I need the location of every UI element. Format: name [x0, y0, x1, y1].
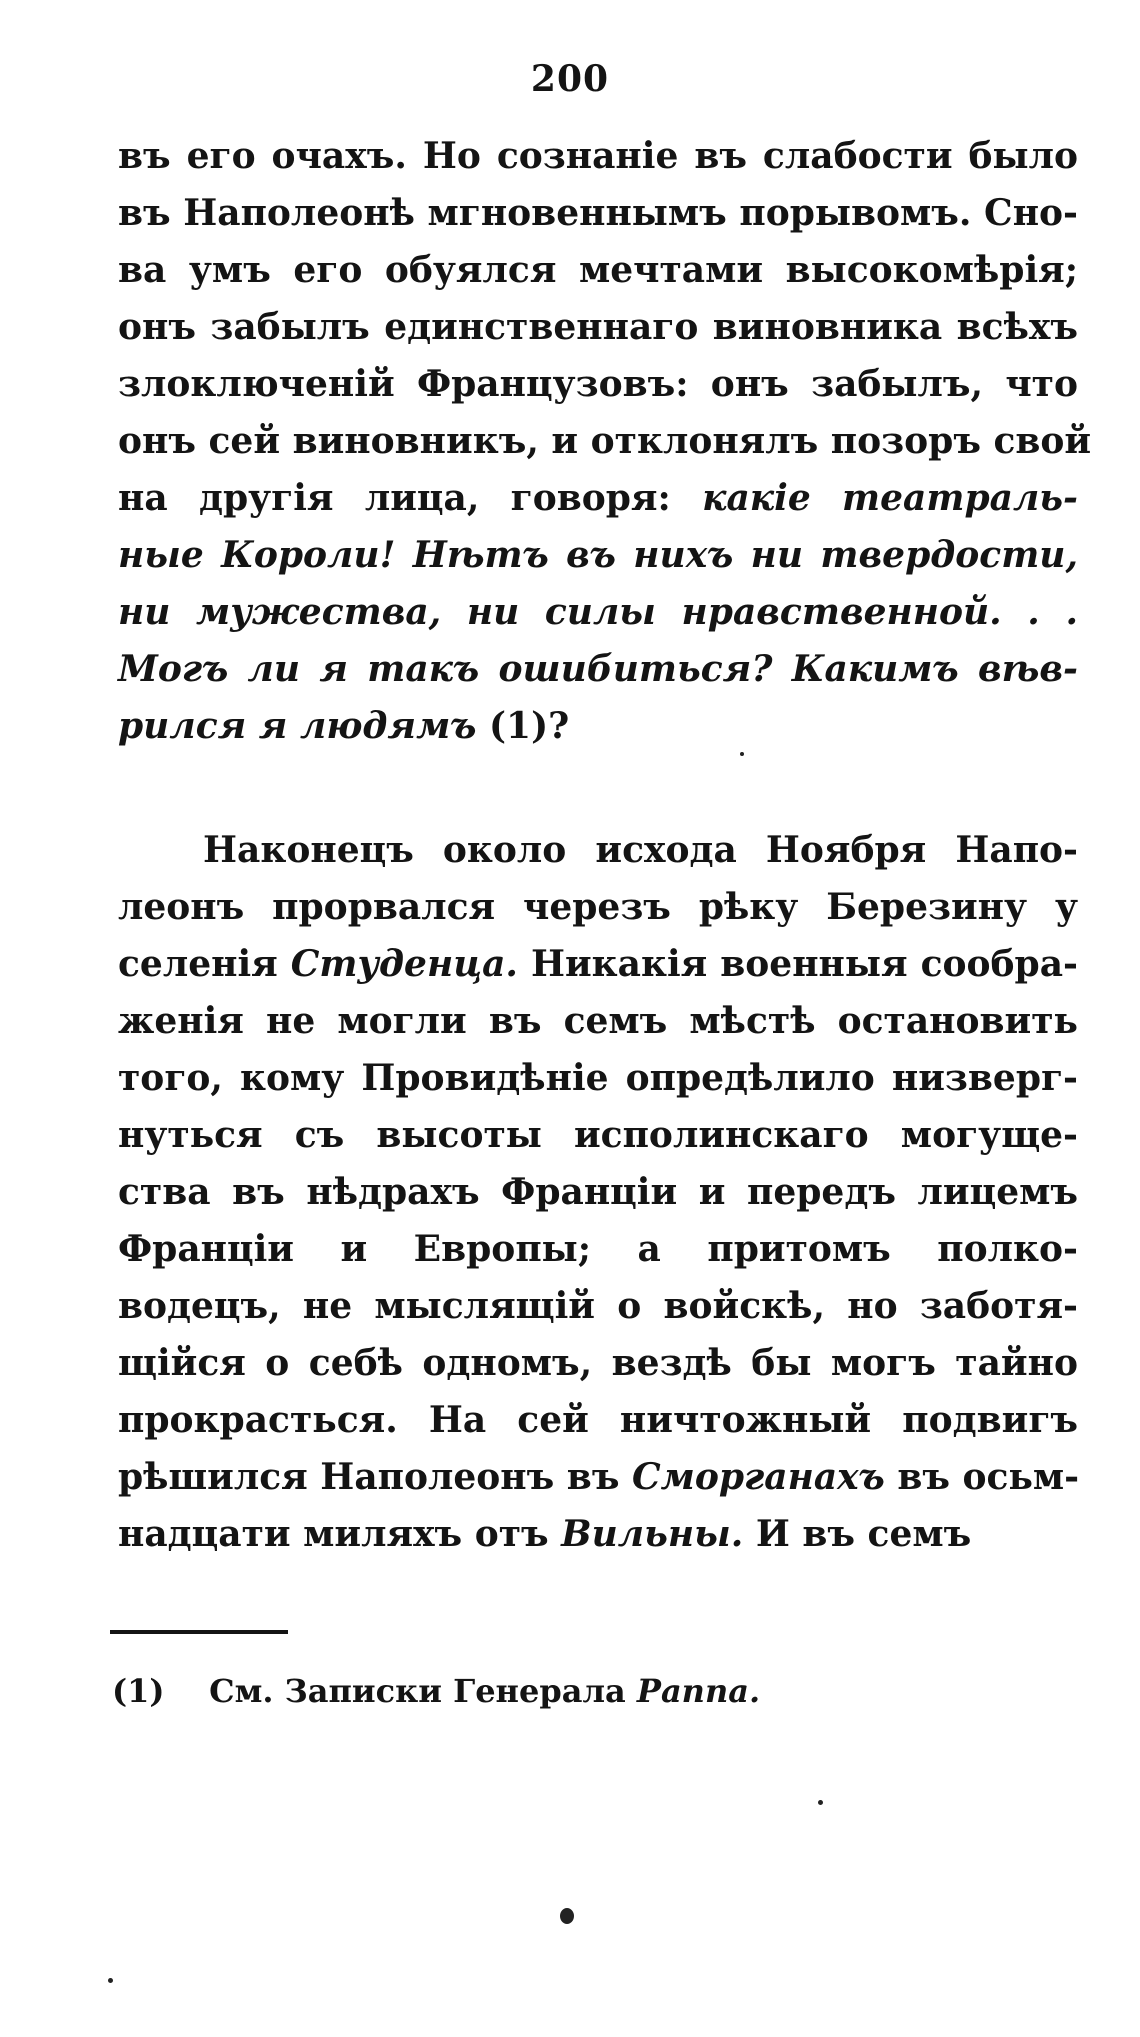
text-line — [118, 641, 1078, 698]
text-line — [118, 1506, 1078, 1563]
text-segment: И въ семъ — [743, 1513, 972, 1555]
text-segment: Наконецъ около исхода Ноября Напо- — [203, 829, 1078, 871]
text-line — [118, 1278, 1078, 1335]
paragraph-1 — [118, 128, 1092, 755]
text-segment: Франціи и Европы; а притомъ полко- — [118, 1228, 1078, 1270]
footnote-marker: (1) — [112, 1672, 165, 1710]
text-segment: ства въ нѣдрахъ Франціи и передъ лицемъ — [118, 1171, 1078, 1213]
page-number: 200 — [530, 58, 610, 100]
italic-text: ни мужества, ни силы нравственной. . . — [118, 591, 1078, 633]
text-line — [118, 698, 1078, 755]
text-segment: женія не могли въ семъ мѣстѣ остановить — [118, 1000, 1078, 1042]
ink-speck — [560, 1908, 574, 1924]
text-line — [118, 185, 1078, 242]
text-line — [118, 1221, 1078, 1278]
text-segment: селенія — [118, 943, 291, 985]
text-line — [118, 1392, 1078, 1449]
text-segment: прокрасться. На сей ничтожный подвигъ — [118, 1399, 1078, 1441]
italic-text: какіе театраль- — [702, 477, 1078, 519]
text-line — [118, 128, 1078, 185]
text-segment: надцати миляхъ отъ — [118, 1513, 562, 1555]
text-segment: злоключеній Французовъ: онъ забылъ, что — [118, 363, 1078, 405]
italic-text: Вильны. — [561, 1513, 744, 1555]
text-line — [118, 993, 1078, 1050]
paragraph-2 — [118, 822, 1078, 1563]
footnote-divider — [110, 1630, 288, 1634]
italic-text: Сморганахъ — [631, 1456, 885, 1498]
italic-text: Студенца. — [290, 943, 518, 985]
text-segment: на другія лица, говоря: — [118, 477, 703, 519]
text-line — [118, 356, 1078, 413]
text-segment: леонъ прорвался черезъ рѣку Березину у — [118, 886, 1078, 928]
text-segment: въ его очахъ. Но сознаніе въ слабости было — [118, 135, 1078, 177]
text-line — [118, 527, 1078, 584]
text-line — [118, 413, 1092, 470]
text-line — [118, 1449, 1078, 1506]
text-segment: рѣшился Наполеонъ въ — [118, 1456, 632, 1498]
italic-text: Могъ ли я такъ ошибиться? Какимъ вѣв- — [118, 648, 1078, 690]
text-segment: водецъ, не мыслящій о войскѣ, но заботя- — [118, 1285, 1078, 1327]
text-segment: въ Наполеонѣ мгновеннымъ порывомъ. Сно- — [118, 192, 1078, 234]
text-line — [118, 242, 1078, 299]
text-segment: ва умъ его обуялся мечтами высокомѣрія; — [118, 249, 1078, 291]
text-segment: нуться съ высоты исполинскаго могуще- — [118, 1114, 1078, 1156]
text-segment: Никакія военныя сообра- — [517, 943, 1078, 985]
ink-speck — [818, 1800, 823, 1805]
italic-text: ные Короли! Нѣтъ въ нихъ ни твердости, — [118, 534, 1078, 576]
ink-speck — [740, 752, 744, 756]
text-segment: (1)? — [476, 705, 570, 747]
text-line — [118, 1107, 1078, 1164]
text-line — [118, 1050, 1078, 1107]
text-line — [118, 936, 1078, 993]
text-line — [118, 299, 1078, 356]
ink-speck — [108, 1978, 113, 1983]
text-segment: онъ сей виновникъ, и отклонялъ позоръ свой — [118, 420, 1092, 462]
text-segment: онъ забылъ единственнаго виновника всѣхъ — [118, 306, 1078, 348]
text-line — [118, 1164, 1078, 1221]
text-line — [118, 879, 1078, 936]
text-line — [118, 470, 1078, 527]
text-segment: того, кому Провидѣніе опредѣлило низверг- — [118, 1057, 1078, 1099]
footnote-text: См. Записки Генерала — [209, 1672, 637, 1710]
text-line — [118, 584, 1078, 641]
footnote-name: Раппа. — [636, 1672, 761, 1710]
italic-text: рился я людямъ — [118, 705, 477, 747]
text-segment: щійся о себѣ одномъ, вездѣ бы могъ тайно — [118, 1342, 1078, 1384]
text-line — [118, 1335, 1078, 1392]
text-line — [118, 822, 1078, 879]
footnote — [112, 1672, 760, 1710]
text-segment: въ осьм- — [884, 1456, 1080, 1498]
